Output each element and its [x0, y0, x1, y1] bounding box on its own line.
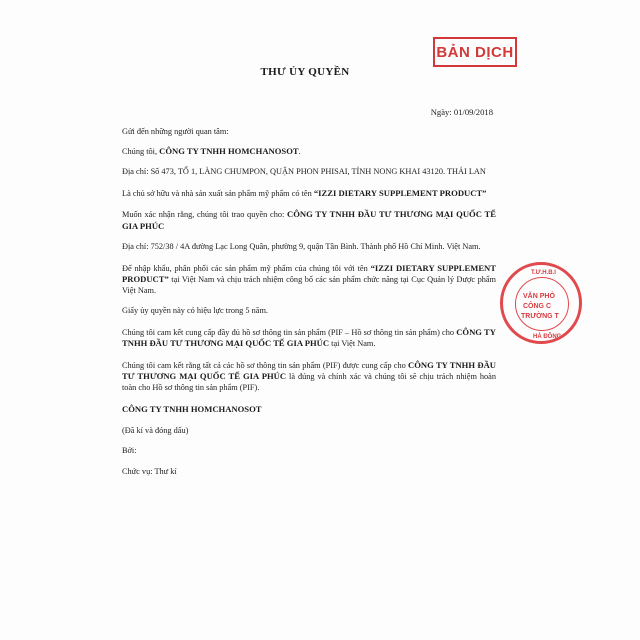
paragraph-company [122, 146, 496, 158]
seal-line-3: TRƯỜNG T [521, 313, 559, 320]
seal-line-1: VĂN PHÒ [523, 293, 555, 300]
paragraph-import [122, 263, 496, 297]
paragraph-pif-commit-suffix: tại Việt Nam. [329, 339, 376, 348]
signature-company-name: CÔNG TY TNHH HOMCHANOSOT [122, 404, 262, 414]
paragraph-pif-commit [122, 327, 496, 350]
signature-position: Chức vụ: Thư kí [122, 466, 177, 476]
paragraph-owner [122, 188, 496, 200]
greeting: Gửi đến những người quan tâm: [122, 127, 229, 136]
signature-company [122, 404, 496, 416]
company-name: CÔNG TY TNHH HOMCHANOSOT [159, 145, 299, 156]
paragraph-authorize [122, 209, 496, 232]
paragraph-validity: Giấy ủy quyền này có hiệu lực trong 5 năm. [122, 306, 268, 315]
signature-note: (Đã kí và đóng dấu) [122, 425, 189, 435]
paragraph-address: Địa chỉ: Số 473, TỔ 1, LÀNG CHUMPON, QUẬN PHON PHISAI, TỈNH NONG KHAI 43120. THÁI LAN [122, 167, 486, 176]
product-name: “IZZI DIETARY SUPPLEMENT PRODUCT” [313, 187, 487, 198]
seal-ring-bottom: HÀ ĐÔNG [533, 334, 562, 340]
paragraph-company-prefix: Chúng tôi, [122, 146, 160, 156]
document-date: Ngày: 01/09/2018 [430, 107, 493, 117]
paragraph-pif-accuracy [122, 360, 496, 394]
pif-accuracy-company: CÔNG TY TNHH ĐẦU TƯ THƯƠNG MẠI QUỐC TẾ GIA PHÚC [122, 359, 496, 381]
pif-commit-company: CÔNG TY TNHH ĐẦU TƯ THƯƠNG MẠI QUỐC TẾ GIA PHÚC [122, 326, 496, 348]
signature-by: Bởi: [122, 446, 137, 455]
translation-stamp-label: BẢN DỊCH [436, 43, 514, 61]
document-title: THƯ ỦY QUYỀN [260, 66, 350, 78]
seal-line-2: CÔNG C [523, 303, 551, 310]
paragraph-authorize-prefix: Muốn xác nhận rằng, chúng tôi trao quyền cho: [122, 210, 288, 219]
paragraph-company-suffix: . [298, 146, 301, 156]
translation-stamp [433, 37, 517, 67]
import-product-name: “IZZI DIETARY SUPPLEMENT PRODUCT” [122, 262, 496, 284]
seal-ring-top: T.Ư.H.B.I [531, 270, 556, 276]
paragraph-pif-commit-prefix: Chúng tôi cam kết cung cấp đầy đủ hồ sơ thông tin sản phẩm (PIF – Hồ sơ thông tin sản phẩm) cho [122, 327, 457, 337]
paragraph-import-prefix: Để nhập khẩu, phân phối các sản phẩm mỹ phẩm của chúng tôi với tên [122, 263, 371, 273]
company-seal [500, 262, 582, 344]
document-body [122, 124, 496, 477]
paragraph-pif-accuracy-suffix: là đúng và chính xác và chúng tôi sẽ chịu trách nhiệm hoàn toàn cho Hồ sơ thông tin sản phẩm (PIF). [122, 372, 496, 392]
paragraph-owner-prefix: Là chủ sở hữu và nhà sản xuất sản phẩm mỹ phẩm có tên [122, 188, 314, 198]
authorized-company: CÔNG TY TNHH ĐẦU TƯ THƯƠNG MẠI QUỐC TẾ GIA PHÚC [122, 209, 497, 231]
paragraph-authorized-address: Địa chỉ: 752/38 / 4A đường Lạc Long Quân, phường 9, quận Tân Bình. Thành phố Hồ Chí Minh. Việt Nam. [122, 242, 481, 251]
paragraph-pif-accuracy-prefix: Chúng tôi cam kết rằng tất cả các hồ sơ thông tin sản phẩm (PIF) được cung cấp cho [122, 360, 408, 370]
paragraph-import-suffix: tại Việt Nam và chịu trách nhiệm công bố các sản phẩm chức năng tại Cục Quản lý Dược phẩm Việt Nam. [122, 275, 496, 295]
